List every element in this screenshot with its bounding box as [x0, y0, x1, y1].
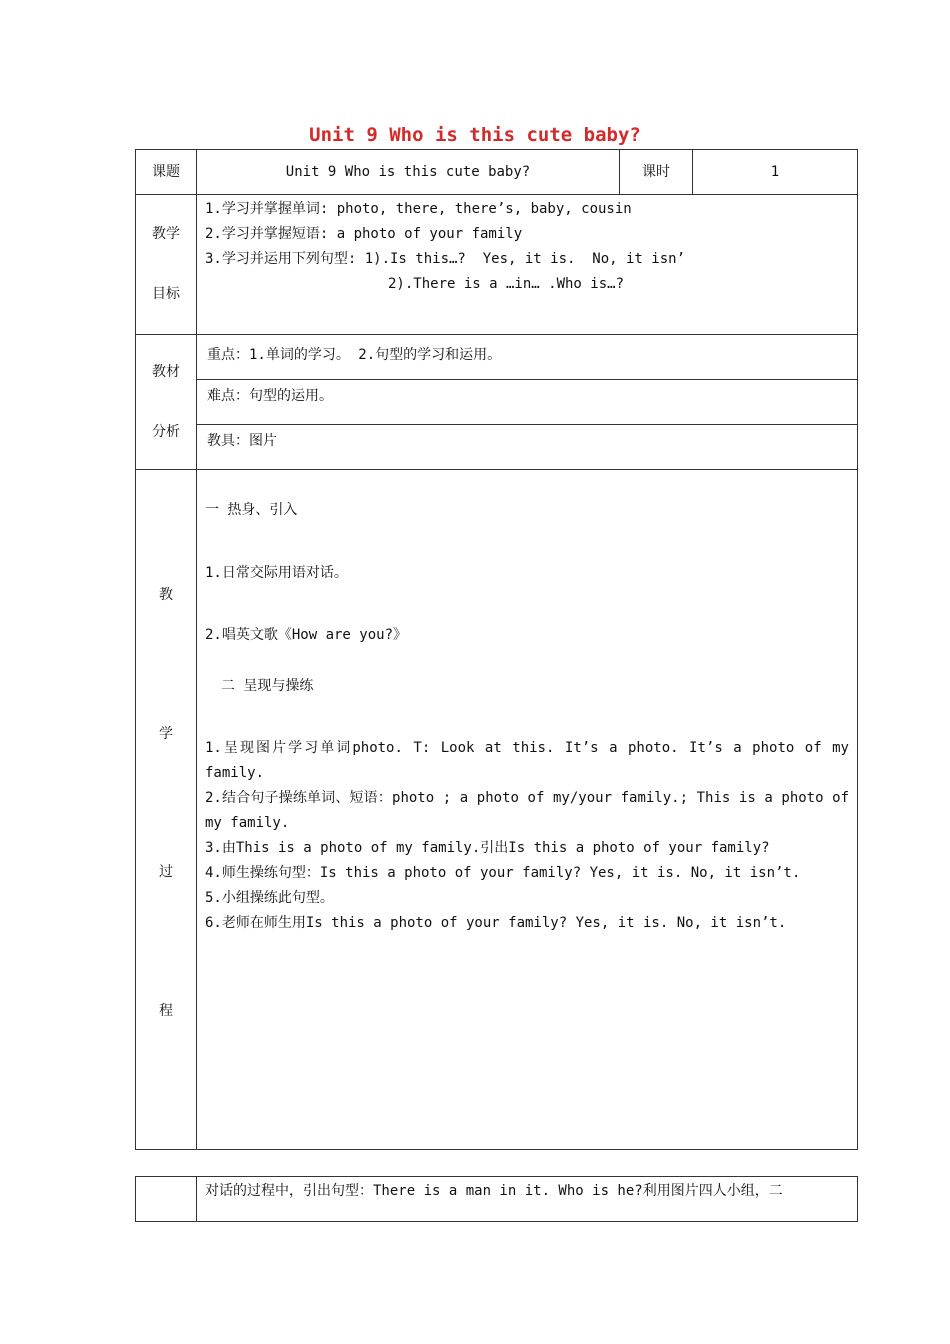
objectives-row — [136, 195, 858, 335]
process-label — [136, 470, 197, 1150]
continuation-label — [136, 1177, 197, 1222]
objective-line: 3.学习并运用下列句型: 1).Is this…? Yes, it is. No, it isn’ — [205, 251, 686, 267]
topic-label: 课题 — [136, 150, 197, 195]
list-item: 6.老师在师生用Is this a photo of your family? Yes, it is. No, it isn’t. — [205, 915, 787, 931]
teaching-aids: 教具：图片 — [197, 425, 858, 470]
list-item: 1.呈现图片学习单词photo. T: Look at this. It’s a photo. It’s a photo of my family. — [205, 740, 849, 781]
process-label-char: 学 — [159, 725, 173, 742]
process-label-char: 程 — [159, 1002, 173, 1019]
objectives-label-top: 教学 — [152, 226, 180, 242]
analysis-label-bottom: 分析 — [152, 423, 180, 440]
continuation-table — [135, 1176, 858, 1222]
analysis-label — [136, 335, 197, 470]
process-content — [197, 470, 858, 1150]
list-item: 5.小组操练此句型。 — [205, 890, 334, 906]
key-points: 重点：1.单词的学习。 2.句型的学习和运用。 — [197, 335, 858, 380]
objective-line: 2.学习并掌握短语: a photo of your family — [205, 226, 523, 242]
analysis-row-aids — [136, 425, 858, 470]
list-item: 1.日常交际用语对话。 — [205, 565, 348, 581]
list-item: 3.由This is a photo of my family.引出Is this a photo of your family? — [205, 840, 770, 856]
objectives-label — [136, 195, 197, 335]
header-row — [136, 150, 858, 195]
objective-line: 1.学习并掌握单词: photo, there, there’s, baby, cousin — [205, 201, 632, 217]
objectives-content — [197, 195, 858, 335]
period-value: 1 — [693, 150, 858, 195]
objective-line: 2).There is a …in… .Who is…? — [388, 276, 625, 292]
process-row — [136, 470, 858, 1150]
objectives-label-bottom: 目标 — [152, 286, 180, 302]
period-label: 课时 — [620, 150, 693, 195]
continuation-text: 对话的过程中，引出句型：There is a man in it. Who is he?利用图片四人小组，二 — [197, 1177, 858, 1222]
analysis-row-key — [136, 335, 858, 380]
process-label-char: 教 — [159, 587, 173, 603]
process-label-char: 过 — [159, 864, 173, 881]
continuation-row — [136, 1177, 858, 1222]
section-title: 一 热身、引入 — [205, 502, 298, 518]
page-title: Unit 9 Who is this cute baby? — [309, 124, 641, 146]
section-title: 二 呈现与操练 — [221, 678, 314, 694]
analysis-label-top: 教材 — [152, 363, 180, 380]
lesson-plan-table — [135, 149, 858, 1150]
list-item: 4.师生操练句型：Is this a photo of your family? Yes, it is. No, it isn’t. — [205, 865, 801, 881]
topic-value: Unit 9 Who is this cute baby? — [197, 150, 620, 195]
list-item: 2.唱英文歌《How are you?》 — [205, 627, 408, 643]
list-item: 2.结合句子操练单词、短语：photo ; a photo of my/your family.; This is a photo of my family. — [205, 790, 849, 831]
analysis-row-difficulty — [136, 380, 858, 425]
difficulty: 难点：句型的运用。 — [197, 380, 858, 425]
